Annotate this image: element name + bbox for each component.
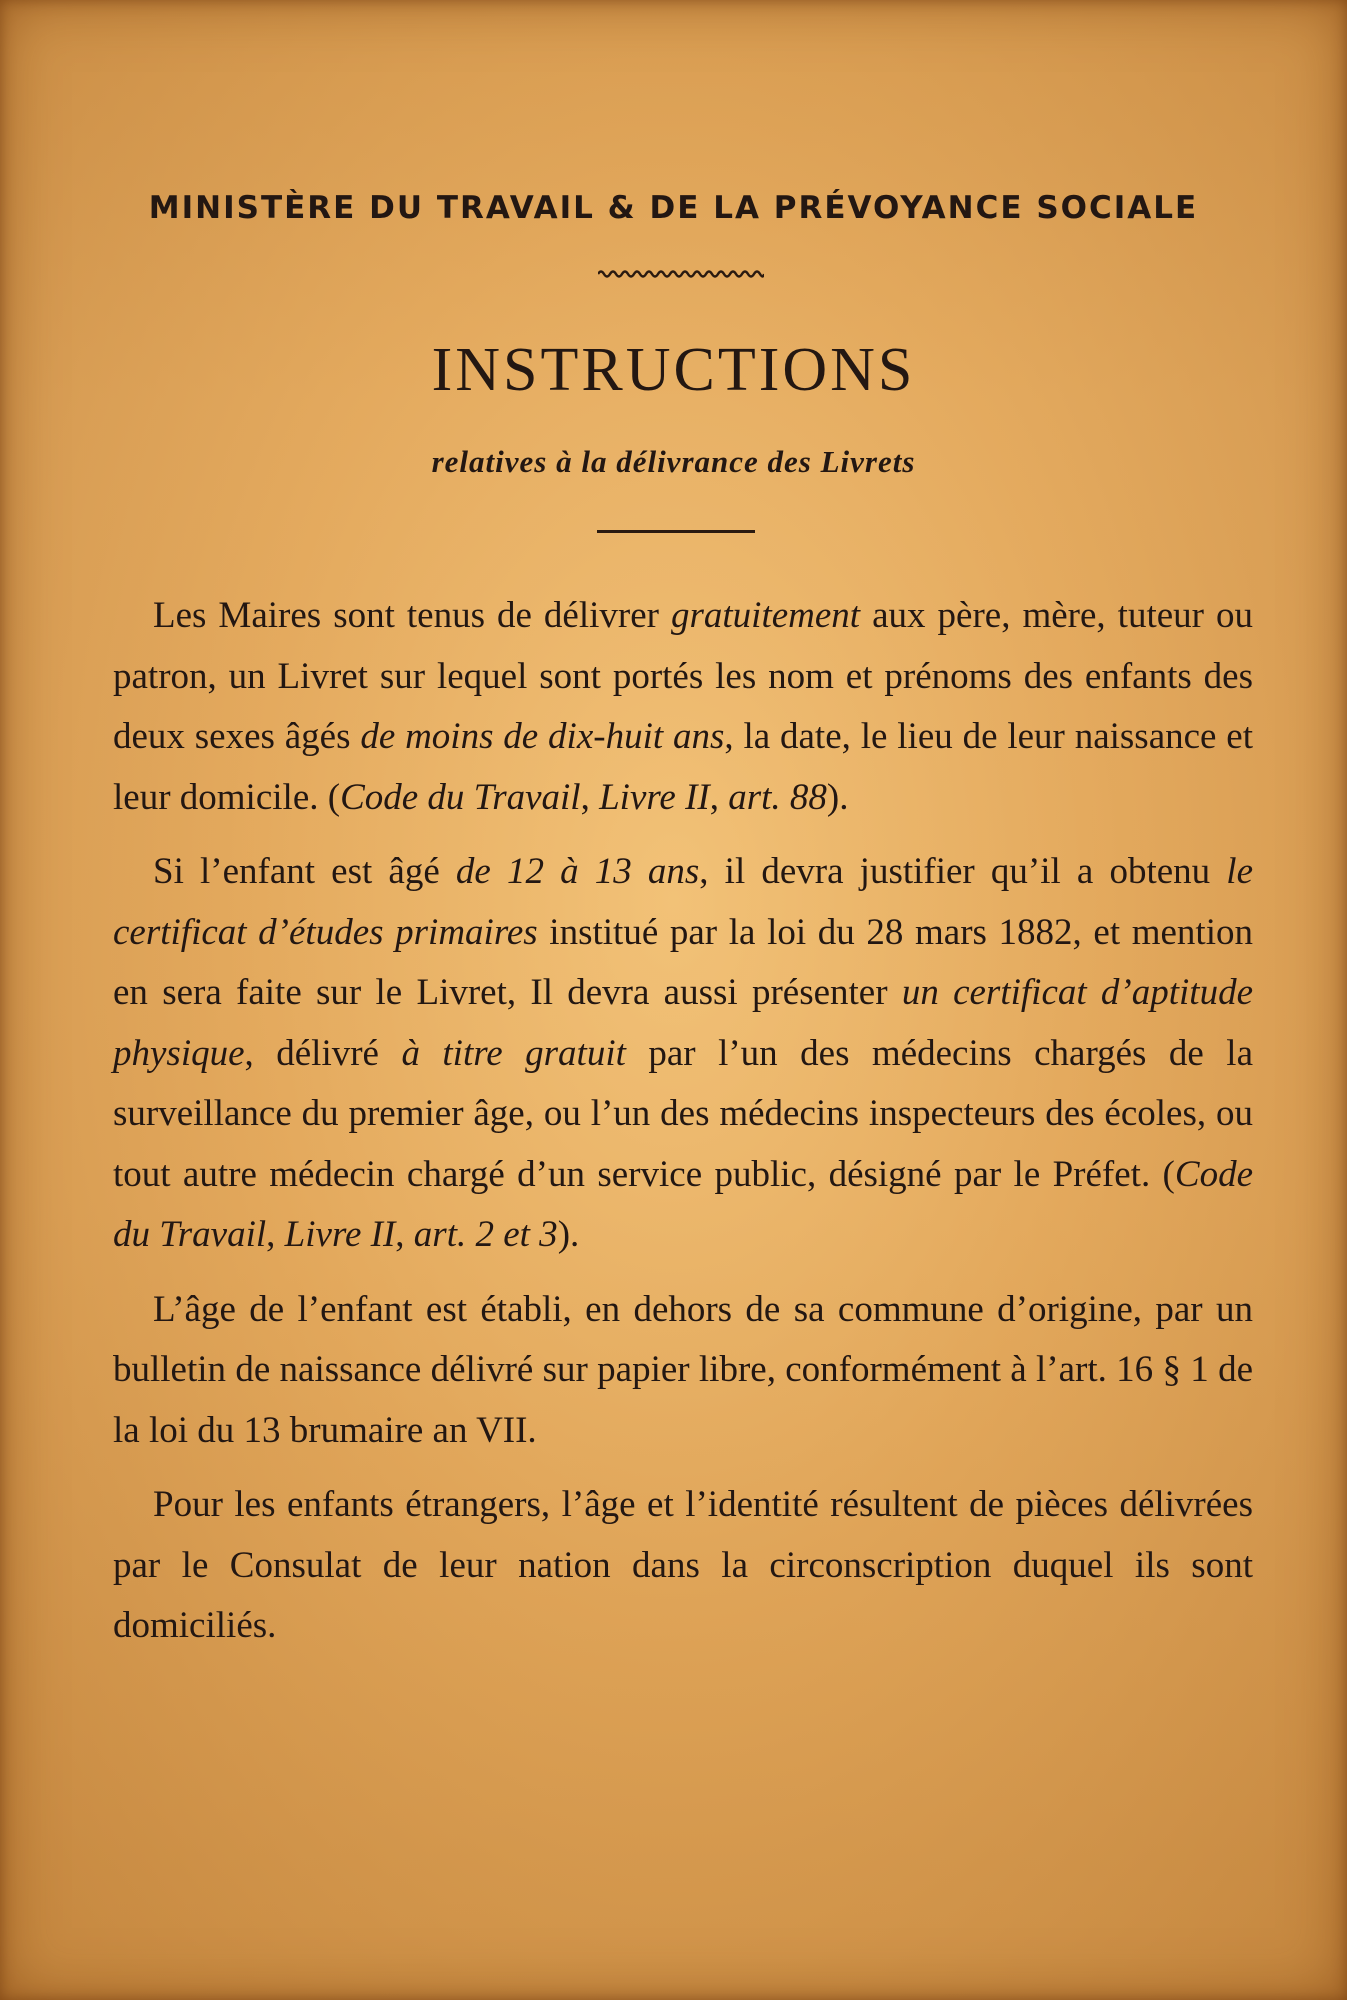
paragraph-foreign-children (113, 1475, 1253, 1657)
text-segment: par l’un des médecins chargés de la surveillance du premier âge, ou l’un des médecins inspecteurs des écoles, ou tout autre médecin chargé d’un service public, désigné par le Préfet. ( (113, 1032, 1253, 1195)
document-subtitle: relatives à la délivrance des Livrets (431, 444, 916, 479)
text-segment: , (395, 1214, 414, 1255)
text-emphasis: à titre gratuit (401, 1032, 626, 1074)
text-emphasis: Code du Travail (113, 1153, 1253, 1255)
text-segment: , délivré (244, 1032, 402, 1074)
text-emphasis: Livre II (284, 1214, 396, 1255)
text-emphasis: de 12 à 13 ans (455, 851, 700, 892)
text-segment: , il devra justifier qu’il a obtenu (699, 851, 1227, 892)
text-segment: L’âge de l’enfant est établi, en dehors de sa commune d’origine, par un bulletin de naissance délivré sur papier libre, conformément à l’art. 16 § 1 de la loi du 13 brumaire an VII. (113, 1288, 1253, 1451)
text-segment: , (709, 776, 729, 818)
text-segment: , (580, 776, 600, 818)
text-segment: , (266, 1214, 285, 1255)
text-emphasis: de moins de dix-huit ans (360, 716, 725, 757)
text-segment: ). (826, 776, 849, 818)
text-segment: , la date, le lieu de leur naissance et leur domicile. ( (113, 716, 1253, 818)
text-segment: aux père, mère, tuteur ou patron, un Livret sur lequel sont portés les nom et prénoms des enfants des deux sexes âgés (113, 595, 1253, 757)
text-emphasis: art. 2 et 3 (413, 1214, 558, 1255)
text-segment: Pour les enfants étrangers, l’âge et l’identité résultent de pièces délivrées par le Consulat de leur nation dans la circonscription duquel ils sont domiciliés. (113, 1484, 1253, 1646)
text-emphasis: art. 88 (728, 776, 827, 818)
instructions-body (113, 586, 1253, 1671)
text-emphasis: un certificat d’aptitude physique (113, 972, 1253, 1074)
paragraph-birth-bulletin (113, 1280, 1253, 1462)
wavy-divider (598, 268, 764, 280)
text-emphasis: Code du Travail (340, 776, 581, 818)
ministry-heading: MINISTÈRE DU TRAVAIL & DE LA PRÉVOYANCE SOCIALE (148, 190, 1199, 226)
title-divider (597, 530, 755, 533)
text-emphasis: le certificat d’études primaires (113, 851, 1253, 953)
paragraph-livret (113, 586, 1253, 828)
document-title: INSTRUCTIONS (431, 336, 916, 404)
text-emphasis: gratuitement (671, 595, 861, 636)
text-segment: institué par la loi du 28 mars 1882, et mention en sera faite sur le Livret, Il devra aussi présenter (113, 911, 1253, 1013)
paragraph-age-12-13 (113, 842, 1253, 1266)
text-segment: Les Maires sont tenus de délivrer (153, 595, 671, 636)
text-emphasis: Livre II (599, 776, 710, 818)
text-segment: Si l’enfant est âgé (153, 851, 456, 892)
text-segment: ). (557, 1214, 580, 1255)
